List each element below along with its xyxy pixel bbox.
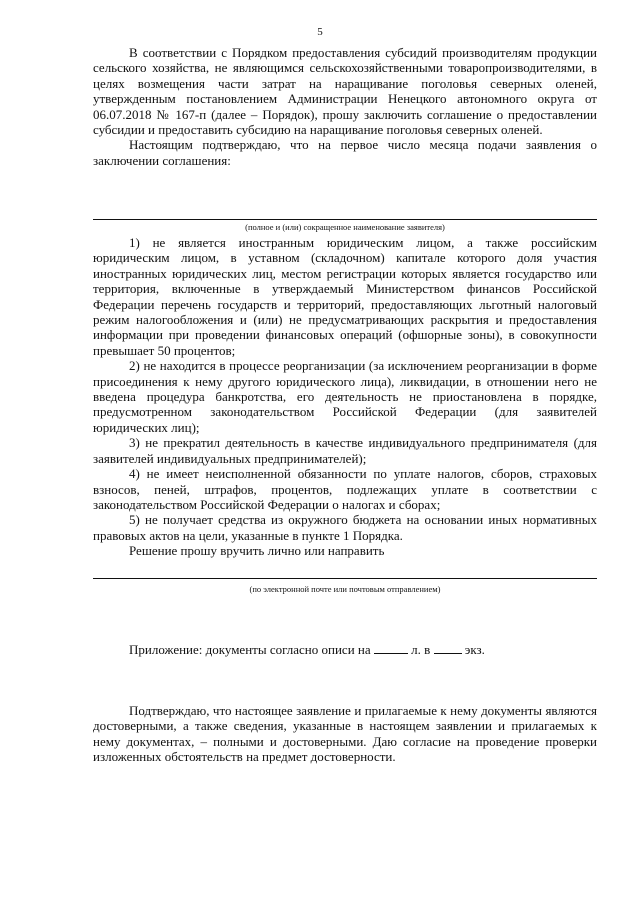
delivery-method-caption: (по электронной почте или почтовым отправлением)	[249, 584, 441, 594]
conditions-list	[93, 235, 597, 559]
condition-item-2: 2) не находится в процессе реорганизации (за исключением реорганизации в форме присоединения к нему другого юридического лица), ликвидации, в отношении него не введена процедура банкротства, его деятельность не приостановлена в порядке, предусмотренном законодательством Российской Федерации (для заявителей юридических лиц);	[93, 358, 597, 435]
delivery-method-field[interactable]	[93, 578, 597, 579]
applicant-name-caption: (полное и (или) сокращенное наименование заявителя)	[245, 222, 445, 232]
condition-item-3: 3) не прекратил деятельность в качестве индивидуального предпринимателя (для заявителей индивидуальных предпринимателей);	[93, 435, 597, 466]
sheet-count-field[interactable]	[374, 642, 408, 654]
condition-item-5: 5) не получает средства из окружного бюджета на основании иных нормативных правовых актов на цели, указанные в пункте 1 Порядка.	[93, 512, 597, 543]
appendix-middle: л. в	[411, 642, 431, 657]
confirmation-section	[93, 703, 597, 765]
condition-item-4: 4) не имеет неисполненной обязанности по уплате налогов, сборов, страховых взносов, пеней, штрафов, процентов, подлежащих уплате в соответствии с законодательством Российской Федерации о налогах и сборах;	[93, 466, 597, 512]
copy-count-field[interactable]	[434, 642, 462, 654]
applicant-name-field[interactable]	[93, 219, 597, 220]
condition-item-1: 1) не является иностранным юридическим лицом, а также российским юридическим лицом, в уставном (складочном) капитале которого доля участия иностранных юридических лиц, местом регистрации которых является государство или территория, включенные в утверждаемый Министерством финансов Российской Федерации перечень государств и территорий, предоставляющих льготный налоговый режим налогообложения и (или) не предусматривающих раскрытия и предоставления информации при проведении финансовых операций (офшорные зоны), в совокупности превышает 50 процентов;	[93, 235, 597, 358]
appendix-line	[129, 642, 485, 657]
decision-delivery-text: Решение прошу вручить лично или направить	[129, 543, 385, 559]
appendix-prefix: Приложение: документы согласно описи на	[129, 642, 371, 657]
intro-section	[93, 45, 597, 168]
confirmation-paragraph: Подтверждаю, что настоящее заявление и прилагаемые к нему документы являются достоверными, а также сведения, указанные в настоящем заявлении и прилагаемых к нему документах, – полными и достоверными. Даю согласие на проведение проверки изложенных обстоятельств на предмет достоверности.	[93, 703, 597, 765]
confirmation-lead-paragraph: Настоящим подтверждаю, что на первое число месяца подачи заявления о заключении соглашения:	[93, 137, 597, 168]
intro-paragraph: В соответствии с Порядком предоставления субсидий производителям продукции сельского хозяйства, не являющимся сельскохозяйственными товаропроизводителями, в целях возмещения части затрат на наращивание поголовья северных оленей, утвержденным постановлением Администрации Ненецкого автономного округа от 06.07.2018 № 167-п (далее – Порядок), прошу заключить соглашение о предоставлении субсидии и предоставить субсидию на наращивание поголовья северных оленей.	[93, 45, 597, 138]
page-number: 5	[317, 26, 323, 38]
appendix-suffix: экз.	[464, 642, 485, 657]
